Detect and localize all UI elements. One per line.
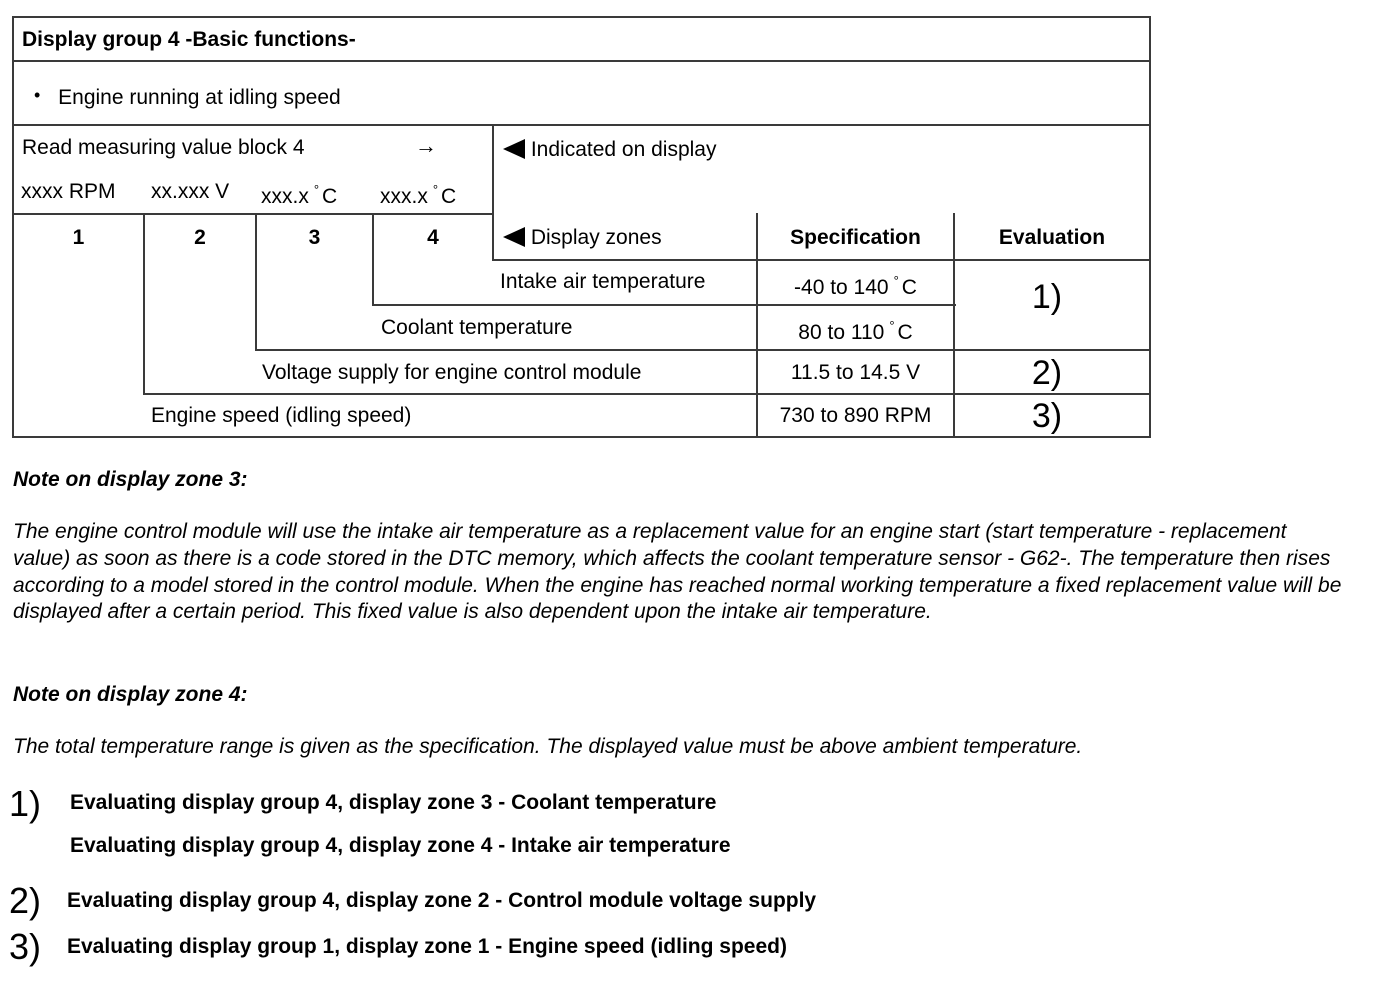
spec-unit: C — [901, 276, 917, 299]
row-label-intake-air: Intake air temperature — [500, 270, 706, 293]
bullet: • — [34, 85, 41, 105]
value-zone-3 — [261, 183, 337, 207]
specification-header: Specification — [790, 226, 921, 249]
value-zone-4-unit: C — [441, 185, 457, 208]
row-spec-voltage: 11.5 to 14.5 V — [790, 361, 921, 384]
degree-icon: ° — [313, 182, 320, 197]
degree-icon: ° — [889, 318, 895, 333]
value-zone-3-number: xxx.x — [261, 185, 309, 208]
row-label-engine-speed: Engine speed (idling speed) — [151, 404, 412, 427]
value-zone-1: xxxx RPM — [21, 180, 116, 203]
footnote-1-line-1: Evaluating display group 4, display zone 3 - Coolant temperature — [70, 791, 717, 814]
footnote-1-line-2: Evaluating display group 4, display zone 4 - Intake air temperature — [70, 834, 731, 857]
zone-number-2: 2 — [194, 226, 206, 249]
footnote-3-line-1: Evaluating display group 1, display zone 1 - Engine speed (idling speed) — [67, 935, 787, 958]
row-label-voltage: Voltage supply for engine control module — [262, 361, 642, 384]
value-zone-2: xx.xxx V — [151, 180, 230, 203]
zone-number-3: 3 — [308, 226, 321, 249]
rule-under-coolant — [255, 349, 1151, 351]
note-zone-4-heading: Note on display zone 4: — [13, 683, 248, 706]
rule-under-title — [12, 60, 1151, 62]
row-spec-coolant — [758, 319, 953, 343]
table-border-top — [12, 16, 1151, 18]
zone-number-1: 1 — [72, 226, 85, 249]
condition-text: Engine running at idling speed — [58, 86, 341, 109]
spec-number: -40 to 140 — [794, 276, 889, 299]
row-spec-engine-speed: 730 to 890 RPM — [779, 404, 932, 427]
table-border-right — [1149, 16, 1151, 438]
spec-unit: C — [897, 321, 913, 344]
spec-number: 80 to 110 — [798, 321, 885, 344]
note-zone-3-heading: Note on display zone 3: — [13, 468, 248, 491]
zone-number-4: 4 — [427, 226, 439, 249]
value-zone-4 — [380, 183, 456, 207]
rule-under-voltage — [143, 393, 1151, 395]
condition-item — [34, 86, 341, 108]
read-block-label: Read measuring value block 4 — [22, 136, 305, 159]
footnote-marker-1: 1) — [9, 783, 42, 824]
evaluation-3: 3) — [1031, 397, 1063, 435]
value-zone-3-unit: C — [322, 185, 338, 208]
degree-icon: ° — [893, 273, 899, 288]
note-zone-3-text: The engine control module will use the intake air temperature as a replacement value for an engine start (start temperature - replacement value) as soon as there is a code stored in the DTC memory, which affects the coolant temperature sensor - G62-. The temperature then rises according to a model stored in the control module. When the engine has reached normal working temperature a fixed replacement value will be displayed after a certain period. This fixed value is also dependent upon the intake air temperature. — [13, 520, 1342, 624]
footnote-marker-2: 2) — [9, 880, 42, 921]
display-zones-header — [503, 227, 662, 248]
display-zones-text: Display zones — [530, 226, 662, 249]
row-label-coolant: Coolant temperature — [381, 316, 573, 339]
evaluation-2: 2) — [1031, 354, 1063, 392]
note-zone-4-text: The total temperature range is given as the specification. The displayed value must be above ambient temperature. — [13, 735, 1083, 758]
pointer-left-icon — [503, 139, 525, 159]
rule-under-headers — [492, 259, 1151, 261]
right-arrow-icon: → — [415, 133, 437, 158]
footnote-marker-3: 3) — [9, 926, 42, 967]
footnote-2-line-1: Evaluating display group 4, display zone 2 - Control module voltage supply — [67, 889, 817, 912]
rule-under-condition — [12, 124, 1151, 126]
rule-under-intake — [372, 304, 956, 306]
degree-icon: ° — [432, 182, 439, 197]
rule-under-values — [12, 213, 493, 215]
indicated-on-display — [503, 139, 716, 160]
indicated-text: Indicated on display — [530, 138, 717, 161]
evaluation-1: 1) — [1031, 278, 1063, 316]
table-title: Display group 4 -Basic functions- — [22, 28, 356, 51]
value-zone-4-number: xxx.x — [380, 185, 428, 208]
evaluation-header: Evaluation — [998, 226, 1106, 249]
rule-left-of-display — [492, 124, 494, 261]
table-border-bottom — [12, 436, 1151, 438]
pointer-left-icon — [503, 227, 525, 247]
row-spec-intake-air — [758, 274, 953, 298]
